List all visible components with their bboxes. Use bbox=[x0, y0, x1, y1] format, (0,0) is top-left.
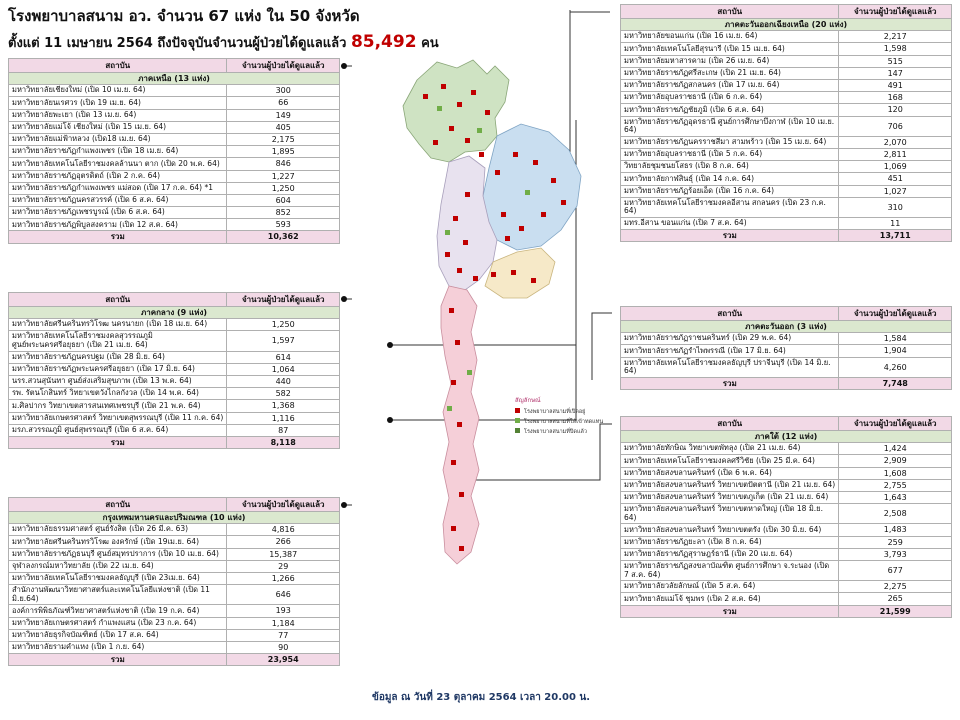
table-row bbox=[9, 85, 340, 97]
region-table-north bbox=[8, 58, 340, 244]
institution-name: มหาวิทยาลัยเกษตรศาสตร์ วิทยาเขตสุพรรณบุรี (เปิด 11 ก.ค. 64) bbox=[9, 412, 227, 424]
institution-name: ม.ศิลปากร วิทยาเขตสารสนเทศเพชรบุรี (เปิด 21 พ.ค. 64) bbox=[9, 400, 227, 412]
thailand-map-svg bbox=[345, 40, 615, 680]
page-title: โรงพยาบาลสนาม อว. จำนวน 67 แห่ง ใน 50 จังหวัด bbox=[8, 7, 360, 25]
table-row bbox=[9, 524, 340, 536]
patient-count: 66 bbox=[227, 97, 340, 109]
institution-name: มหาวิทยาลัยเทคโนโลยีราชมงคลสุวรรณภูมิ ศูนย์พระนครศรีอยุธยา (เปิด 21 เม.ย. 64) bbox=[9, 331, 227, 351]
region-title: ภาคเหนือ (13 แห่ง) bbox=[9, 73, 340, 85]
institution-name: มหาวิทยาลัยราชภัฏร้อยเอ็ด (เปิด 16 ก.ค. 64) bbox=[621, 185, 839, 197]
table-bangkok bbox=[8, 497, 340, 666]
col-header-institution: สถาบัน bbox=[9, 59, 227, 73]
patient-count: 1,904 bbox=[839, 345, 952, 357]
map-region-northeast bbox=[483, 124, 581, 250]
patient-count: 582 bbox=[227, 388, 340, 400]
col-header-patients: จำนวนผู้ป่วยได้ดูแลแล้ว bbox=[839, 307, 952, 321]
institution-name: มหาวิทยาลัยธุรกิจบัณฑิตย์ (เปิด 17 ส.ค. 64) bbox=[9, 629, 227, 641]
col-header-patients: จำนวนผู้ป่วยได้ดูแลแล้ว bbox=[839, 5, 952, 19]
institution-name: มหาวิทยาลัยศรีนครินทรวิโรฒ องครักษ์ (เปิด 19เม.ย. 64) bbox=[9, 536, 227, 548]
table-row bbox=[621, 197, 952, 217]
table-header-row bbox=[621, 417, 952, 431]
institution-name: มหาวิทยาลัยขอนแก่น (เปิด 16 เม.ย. 64) bbox=[621, 31, 839, 43]
patient-count: 259 bbox=[839, 536, 952, 548]
institution-name: มหาวิทยาลัยสงขลานครินทร์ (เปิด 6 พ.ค. 64) bbox=[621, 467, 839, 479]
region-table-south bbox=[620, 416, 952, 618]
patient-count: 852 bbox=[227, 207, 340, 219]
legend-label-1: โรงพยาบาลสนามที่ให้เข้าทดแทน bbox=[524, 419, 604, 425]
patient-count: 120 bbox=[839, 104, 952, 116]
institution-name: มหาวิทยาลัยเทคโนโลยีสุรนารี (เปิด 15 เม.ย. 64) bbox=[621, 43, 839, 55]
patient-count: 614 bbox=[227, 351, 340, 363]
total-value: 13,711 bbox=[839, 230, 952, 242]
institution-name: มหาวิทยาลัยราชภัฏพระนครศรีอยุธยา (เปิด 17 มิ.ย. 64) bbox=[9, 363, 227, 375]
institution-name: มหาวิทยาลัยเทคโนโลยีราชมงคลศรีวิชัย (เปิด 25 มี.ค. 64) bbox=[621, 455, 839, 467]
total-value: 23,954 bbox=[227, 654, 340, 666]
institution-name: มหาวิทยาลัยเทคโนโลยีราชมงคลธัญบุรี ปราจีนบุรี (เปิด 14 มิ.ย. 64) bbox=[621, 357, 839, 377]
col-header-institution: สถาบัน bbox=[621, 5, 839, 19]
patient-count: 1,184 bbox=[227, 617, 340, 629]
institution-name: มหาวิทยาลัยราชภัฏนครปฐม (เปิด 28 มิ.ย. 64) bbox=[9, 351, 227, 363]
patient-count: 2,217 bbox=[839, 31, 952, 43]
institution-name: มหาวิทยาลัยราชภัฏอุตรดิตถ์ (เปิด 2 ก.ค. 64) bbox=[9, 170, 227, 182]
col-header-patients: จำนวนผู้ป่วยได้ดูแลแล้ว bbox=[227, 59, 340, 73]
institution-name: มหาวิทยาลัยศรีนครินทรวิโรฒ นครนายก (เปิด 18 เม.ย. 64) bbox=[9, 319, 227, 331]
total-label: รวม bbox=[621, 230, 839, 242]
patient-count: 4,816 bbox=[227, 524, 340, 536]
thailand-map bbox=[345, 40, 615, 680]
table-row bbox=[9, 219, 340, 231]
table-header-row bbox=[621, 307, 952, 321]
institution-name: มหาวิทยาลัยเชียงใหม่ (เปิด 10 เม.ย. 64) bbox=[9, 85, 227, 97]
legend-title: สัญลักษณ์ bbox=[515, 397, 541, 404]
table-row bbox=[9, 412, 340, 424]
region-title: กรุงเทพมหานครและปริมณฑล (10 แห่ง) bbox=[9, 512, 340, 524]
patient-count: 87 bbox=[227, 424, 340, 436]
total-label: รวม bbox=[621, 605, 839, 617]
patient-count: 1,483 bbox=[839, 524, 952, 536]
region-total-row bbox=[9, 231, 340, 243]
patient-count: 1,250 bbox=[227, 319, 340, 331]
table-row bbox=[9, 585, 340, 605]
table-row bbox=[621, 479, 952, 491]
col-header-institution: สถาบัน bbox=[9, 498, 227, 512]
patient-count: 29 bbox=[227, 560, 340, 572]
patient-count: 1,584 bbox=[839, 333, 952, 345]
table-row bbox=[621, 43, 952, 55]
institution-name: มหาวิทยาลัยราชภัฏธนบุรี ศูนย์สมุทรปราการ (เปิด 10 เม.ย. 64) bbox=[9, 548, 227, 560]
patient-count: 491 bbox=[839, 79, 952, 91]
total-value: 8,118 bbox=[227, 436, 340, 448]
institution-name: สำนักงานพัฒนาวิทยาศาสตร์และเทคโนโลยีแห่งชาติ (เปิด 11 มิ.ย.64) bbox=[9, 585, 227, 605]
col-header-institution: สถาบัน bbox=[621, 417, 839, 431]
table-row bbox=[621, 173, 952, 185]
subtitle-prefix: ตั้งแต่ 11 เมษายน 2564 ถึงปัจจุบันจำนวนผู้ป่วยได้ดูแลแล้ว bbox=[8, 36, 347, 51]
table-row bbox=[621, 185, 952, 197]
institution-name: มหาวิทยาลัยราชภัฏสุราษฎร์ธานี (เปิด 20 เม.ย. 64) bbox=[621, 548, 839, 560]
table-row bbox=[9, 548, 340, 560]
subtitle-suffix: คน bbox=[421, 36, 439, 51]
institution-name: มหาวิทยาลัยเทคโนโลยีราชมงคลล้านนา ตาก (เปิด 20 พ.ค. 64) bbox=[9, 158, 227, 170]
patient-count: 1,424 bbox=[839, 443, 952, 455]
institution-name: มหาวิทยาลัยรามคำแหง (เปิด 1 ก.ย. 64) bbox=[9, 641, 227, 653]
table-row bbox=[621, 443, 952, 455]
institution-name: มหาวิทยาลัยราชภัฏนครสวรรค์ (เปิด 6 ส.ค. 64) bbox=[9, 194, 227, 206]
legend-swatch-1 bbox=[515, 418, 520, 423]
col-header-patients: จำนวนผู้ป่วยได้ดูแลแล้ว bbox=[227, 293, 340, 307]
patient-count: 2,755 bbox=[839, 479, 952, 491]
map-legend bbox=[515, 396, 603, 435]
table-row bbox=[621, 504, 952, 524]
patient-count: 1,368 bbox=[227, 400, 340, 412]
patient-count: 2,275 bbox=[839, 581, 952, 593]
institution-name: มหาวิทยาลัยราชภัฏสกลนคร (เปิด 17 เม.ย. 64) bbox=[621, 79, 839, 91]
region-title-row bbox=[9, 307, 340, 319]
table-row bbox=[9, 400, 340, 412]
table-row bbox=[9, 351, 340, 363]
patient-count: 604 bbox=[227, 194, 340, 206]
table-row bbox=[621, 467, 952, 479]
table-header-row bbox=[9, 59, 340, 73]
institution-name: มหาวิทยาลัยราชภัฏศรีสะเกษ (เปิด 21 เม.ย. 64) bbox=[621, 67, 839, 79]
legend-swatch-0 bbox=[515, 408, 520, 413]
table-row bbox=[9, 194, 340, 206]
table-row bbox=[621, 536, 952, 548]
table-row bbox=[621, 67, 952, 79]
region-title-row bbox=[621, 19, 952, 31]
table-row bbox=[621, 92, 952, 104]
region-title: ภาคตะวันออก (3 แห่ง) bbox=[621, 321, 952, 333]
institution-name: มหาวิทยาลัยแม่โจ้ เชียงใหม่ (เปิด 15 เม.ย. 64) bbox=[9, 121, 227, 133]
table-row bbox=[621, 524, 952, 536]
patient-count: 515 bbox=[839, 55, 952, 67]
table-row bbox=[621, 345, 952, 357]
table-central bbox=[8, 292, 340, 449]
patient-count: 1,598 bbox=[839, 43, 952, 55]
table-row bbox=[9, 617, 340, 629]
total-value: 10,362 bbox=[227, 231, 340, 243]
table-row bbox=[621, 104, 952, 116]
patient-count: 266 bbox=[227, 536, 340, 548]
region-title: ภาคใต้ (12 แห่ง) bbox=[621, 431, 952, 443]
table-row bbox=[9, 121, 340, 133]
patient-count: 646 bbox=[227, 585, 340, 605]
patient-count: 1,227 bbox=[227, 170, 340, 182]
region-total-row bbox=[621, 230, 952, 242]
col-header-institution: สถาบัน bbox=[621, 307, 839, 321]
table-row bbox=[9, 572, 340, 584]
legend-label-2: โรงพยาบาลสนามที่ปิดแล้ว bbox=[524, 429, 588, 435]
table-header-row bbox=[621, 5, 952, 19]
total-patients-count: 85,492 bbox=[350, 32, 417, 52]
institution-name: นรร.สวนสุนันทา ศูนย์ส่งเสริมสุขภาพ (เปิด 13 พ.ค. 64) bbox=[9, 376, 227, 388]
patient-count: 1,064 bbox=[227, 363, 340, 375]
institution-name: มหาวิทยาลัยราชภัฏอุดรธานี ศูนย์การศึกษาบึงกาฬ (เปิด 10 เม.ย. 64) bbox=[621, 116, 839, 136]
table-row bbox=[621, 593, 952, 605]
institution-name: มหาวิทยาลัยสงขลานครินทร์ วิทยาเขตหาดใหญ่ (เปิด 18 มิ.ย. 64) bbox=[621, 504, 839, 524]
patient-count: 15,387 bbox=[227, 548, 340, 560]
institution-name: มหาวิทยาลัยสงขลานครินทร์ วิทยาเขตตรัง (เปิด 30 มิ.ย. 64) bbox=[621, 524, 839, 536]
patient-count: 1,895 bbox=[227, 146, 340, 158]
patient-count: 677 bbox=[839, 560, 952, 580]
institution-name: มหาวิทยาลัยอุบลราชธานี (เปิด 6 ก.ค. 64) bbox=[621, 92, 839, 104]
table-row bbox=[9, 536, 340, 548]
institution-name: มหาวิทยาลัยวลัยลักษณ์ (เปิด 5 ส.ค. 64) bbox=[621, 581, 839, 593]
institution-name: องค์การพิพิธภัณฑ์วิทยาศาสตร์แห่งชาติ (เปิด 19 ก.ค. 64) bbox=[9, 605, 227, 617]
institution-name: มรภ.สวรรณภูมิ ศูนย์สุพรรณบุรี (เปิด 6 ส.ค. 64) bbox=[9, 424, 227, 436]
institution-name: มหาวิทยาลัยราชภัฏรำไพพรรณี (เปิด 17 มิ.ย. 64) bbox=[621, 345, 839, 357]
region-total-row bbox=[9, 436, 340, 448]
patient-count: 168 bbox=[839, 92, 952, 104]
patient-count: 405 bbox=[227, 121, 340, 133]
table-row bbox=[9, 641, 340, 653]
table-north bbox=[8, 58, 340, 244]
table-row bbox=[621, 136, 952, 148]
patient-count: 147 bbox=[839, 67, 952, 79]
institution-name: มหาวิทยาลัยมหาสารคาม (เปิด 26 เม.ย. 64) bbox=[621, 55, 839, 67]
table-row bbox=[9, 158, 340, 170]
institution-name: มหาวิทยาลัยเทคโนโลยีราชมงคลธัญบุรี (เปิด 23เม.ย. 64) bbox=[9, 572, 227, 584]
table-row bbox=[621, 116, 952, 136]
table-row bbox=[621, 148, 952, 160]
patient-count: 3,793 bbox=[839, 548, 952, 560]
institution-name: มหาวิทยาลัยธรรมศาสตร์ ศูนย์รังสิต (เปิด 26 มี.ค. 63) bbox=[9, 524, 227, 536]
region-table-northeast bbox=[620, 4, 952, 242]
institution-name: มหาวิทยาลัยแม่โจ้ ชุมพร (เปิด 2 ส.ค. 64) bbox=[621, 593, 839, 605]
table-row bbox=[621, 31, 952, 43]
total-value: 7,748 bbox=[839, 377, 952, 389]
table-row bbox=[9, 182, 340, 194]
table-row bbox=[621, 491, 952, 503]
institution-name: มหาวิทยาลัยราชภัฏยะลา (เปิด 8 ก.ค. 64) bbox=[621, 536, 839, 548]
total-label: รวม bbox=[9, 436, 227, 448]
total-label: รวม bbox=[9, 231, 227, 243]
patient-count: 300 bbox=[227, 85, 340, 97]
institution-name: วิทยาลัยชุมชนยโสธร (เปิด 8 ก.ค. 64) bbox=[621, 161, 839, 173]
patient-count: 1,069 bbox=[839, 161, 952, 173]
table-row bbox=[621, 560, 952, 580]
table-row bbox=[621, 161, 952, 173]
table-row bbox=[9, 605, 340, 617]
region-title-row bbox=[621, 321, 952, 333]
total-value: 21,599 bbox=[839, 605, 952, 617]
legend-swatch-2 bbox=[515, 428, 520, 433]
institution-name: มหาวิทยาลัยทักษิณ วิทยาเขตพัทลุง (เปิด 21 เม.ย. 64) bbox=[621, 443, 839, 455]
patient-count: 1,250 bbox=[227, 182, 340, 194]
region-title: ภาคตะวันออกเฉียงเหนือ (20 แห่ง) bbox=[621, 19, 952, 31]
table-row bbox=[9, 363, 340, 375]
region-title-row bbox=[9, 512, 340, 524]
table-row bbox=[9, 97, 340, 109]
table-row bbox=[9, 109, 340, 121]
institution-name: รพ. รัตนโกสินทร์ วิทยาเขตวังไกลกังวล (เปิด 14 พ.ค. 64) bbox=[9, 388, 227, 400]
table-row bbox=[9, 560, 340, 572]
region-title: ภาคกลาง (9 แห่ง) bbox=[9, 307, 340, 319]
institution-name: มหาวิทยาลัยกาฬสินธุ์ (เปิด 14 ก.ค. 64) bbox=[621, 173, 839, 185]
patient-count: 11 bbox=[839, 217, 952, 229]
institution-name: มหาวิทยาลัยราชภัฏนครราชสีมา สามพร้าว (เปิด 15 เม.ย. 64) bbox=[621, 136, 839, 148]
institution-name: มหาวิทยาลัยเทคโนโลยีราชมงคลอีสาน สกลนคร (เปิด 23 ก.ค. 64) bbox=[621, 197, 839, 217]
patient-count: 1,027 bbox=[839, 185, 952, 197]
col-header-patients: จำนวนผู้ป่วยได้ดูแลแล้ว bbox=[839, 417, 952, 431]
patient-count: 1,597 bbox=[227, 331, 340, 351]
institution-name: มหาวิทยาลัยราชภัฏชัยภูมิ (เปิด 6 ส.ค. 64) bbox=[621, 104, 839, 116]
col-header-institution: สถาบัน bbox=[9, 293, 227, 307]
table-row bbox=[621, 357, 952, 377]
institution-name: มหาวิทยาลัยราชภัฏเพชรบูรณ์ (เปิด 6 ส.ค. 64) bbox=[9, 207, 227, 219]
patient-count: 310 bbox=[839, 197, 952, 217]
legend-label-0: โรงพยาบาลสนามที่เปิดอยู่ bbox=[524, 409, 586, 415]
institution-name: มหาวิทยาลัยพะเยา (เปิด 13 เม.ย. 64) bbox=[9, 109, 227, 121]
table-row bbox=[9, 170, 340, 182]
patient-count: 593 bbox=[227, 219, 340, 231]
region-table-east bbox=[620, 306, 952, 390]
patient-count: 440 bbox=[227, 376, 340, 388]
table-row bbox=[9, 207, 340, 219]
table-row bbox=[9, 629, 340, 641]
table-row bbox=[9, 376, 340, 388]
patient-count: 77 bbox=[227, 629, 340, 641]
table-row bbox=[9, 146, 340, 158]
institution-name: มหาวิทยาลัยเกษตรศาสตร์ กำแพงแสน (เปิด 23 ก.ค. 64) bbox=[9, 617, 227, 629]
table-row bbox=[621, 581, 952, 593]
table-row bbox=[9, 133, 340, 145]
region-table-bangkok bbox=[8, 497, 340, 666]
patient-count: 2,508 bbox=[839, 504, 952, 524]
institution-name: มหาวิทยาลัยราชภัฏราชนครินทร์ (เปิด 29 พ.ค. 64) bbox=[621, 333, 839, 345]
patient-count: 1,266 bbox=[227, 572, 340, 584]
patient-count: 265 bbox=[839, 593, 952, 605]
table-south bbox=[620, 416, 952, 618]
institution-name: มหาวิทยาลัยราชภัฏพิบูลสงคราม (เปิด 12 ส.ค. 64) bbox=[9, 219, 227, 231]
table-row bbox=[9, 388, 340, 400]
region-title-row bbox=[621, 431, 952, 443]
institution-name: มหาวิทยาลัยอุบลราชธานี (เปิด 5 ก.ค. 64) bbox=[621, 148, 839, 160]
institution-name: จุฬาลงกรณ์มหาวิทยาลัย (เปิด 22 เม.ย. 64) bbox=[9, 560, 227, 572]
patient-count: 4,260 bbox=[839, 357, 952, 377]
patient-count: 2,811 bbox=[839, 148, 952, 160]
table-northeast bbox=[620, 4, 952, 242]
table-header-row bbox=[9, 293, 340, 307]
patient-count: 90 bbox=[227, 641, 340, 653]
institution-name: มหาวิทยาลัยนเรศวร (เปิด 19 เม.ย. 64) bbox=[9, 97, 227, 109]
institution-name: มหาวิทยาลัยแม่ฟ้าหลวง (เปิด18 เม.ย. 64) bbox=[9, 133, 227, 145]
region-table-central bbox=[8, 292, 340, 449]
table-header-row bbox=[9, 498, 340, 512]
patient-count: 2,175 bbox=[227, 133, 340, 145]
region-total-row bbox=[9, 654, 340, 666]
table-row bbox=[9, 424, 340, 436]
map-region-north bbox=[403, 60, 509, 162]
table-row bbox=[621, 333, 952, 345]
total-label: รวม bbox=[621, 377, 839, 389]
table-row bbox=[621, 55, 952, 67]
patient-count: 846 bbox=[227, 158, 340, 170]
institution-name: มทร.อีสาน ขอนแก่น (เปิด 7 ส.ค. 64) bbox=[621, 217, 839, 229]
table-row bbox=[621, 79, 952, 91]
col-header-patients: จำนวนผู้ป่วยได้ดูแลแล้ว bbox=[227, 498, 340, 512]
table-row bbox=[9, 331, 340, 351]
patient-count: 1,116 bbox=[227, 412, 340, 424]
table-row bbox=[621, 217, 952, 229]
patient-count: 2,909 bbox=[839, 455, 952, 467]
institution-name: มหาวิทยาลัยราชภัฏกำแพงเพชร แม่สอด (เปิด 17 ก.ค. 64) *1 bbox=[9, 182, 227, 194]
table-row bbox=[621, 548, 952, 560]
region-total-row bbox=[621, 605, 952, 617]
total-label: รวม bbox=[9, 654, 227, 666]
patient-count: 706 bbox=[839, 116, 952, 136]
region-title-row bbox=[9, 73, 340, 85]
table-row bbox=[621, 455, 952, 467]
patient-count: 193 bbox=[227, 605, 340, 617]
patient-count: 1,608 bbox=[839, 467, 952, 479]
patient-count: 2,070 bbox=[839, 136, 952, 148]
patient-count: 451 bbox=[839, 173, 952, 185]
institution-name: มหาวิทยาลัยราชภัฏสงขลาบัณฑิต ศูนย์การศึกษา จ.ระนอง (เปิด 7 ส.ค. 64) bbox=[621, 560, 839, 580]
table-east bbox=[620, 306, 952, 390]
institution-name: มหาวิทยาลัยราชภัฏกำแพงเพชร (เปิด 18 เม.ย. 64) bbox=[9, 146, 227, 158]
region-total-row bbox=[621, 377, 952, 389]
table-row bbox=[9, 319, 340, 331]
institution-name: มหาวิทยาลัยสงขลานครินทร์ วิทยาเขตภูเก็ต (เปิด 21 เม.ย. 64) bbox=[621, 491, 839, 503]
patient-count: 1,643 bbox=[839, 491, 952, 503]
institution-name: มหาวิทยาลัยสงขลานครินทร์ วิทยาเขตปัตตานี (เปิด 21 เม.ย. 64) bbox=[621, 479, 839, 491]
data-timestamp-note: ข้อมูล ณ วันที่ 23 ตุลาคม 2564 เวลา 20.00 น. bbox=[372, 692, 591, 703]
patient-count: 149 bbox=[227, 109, 340, 121]
